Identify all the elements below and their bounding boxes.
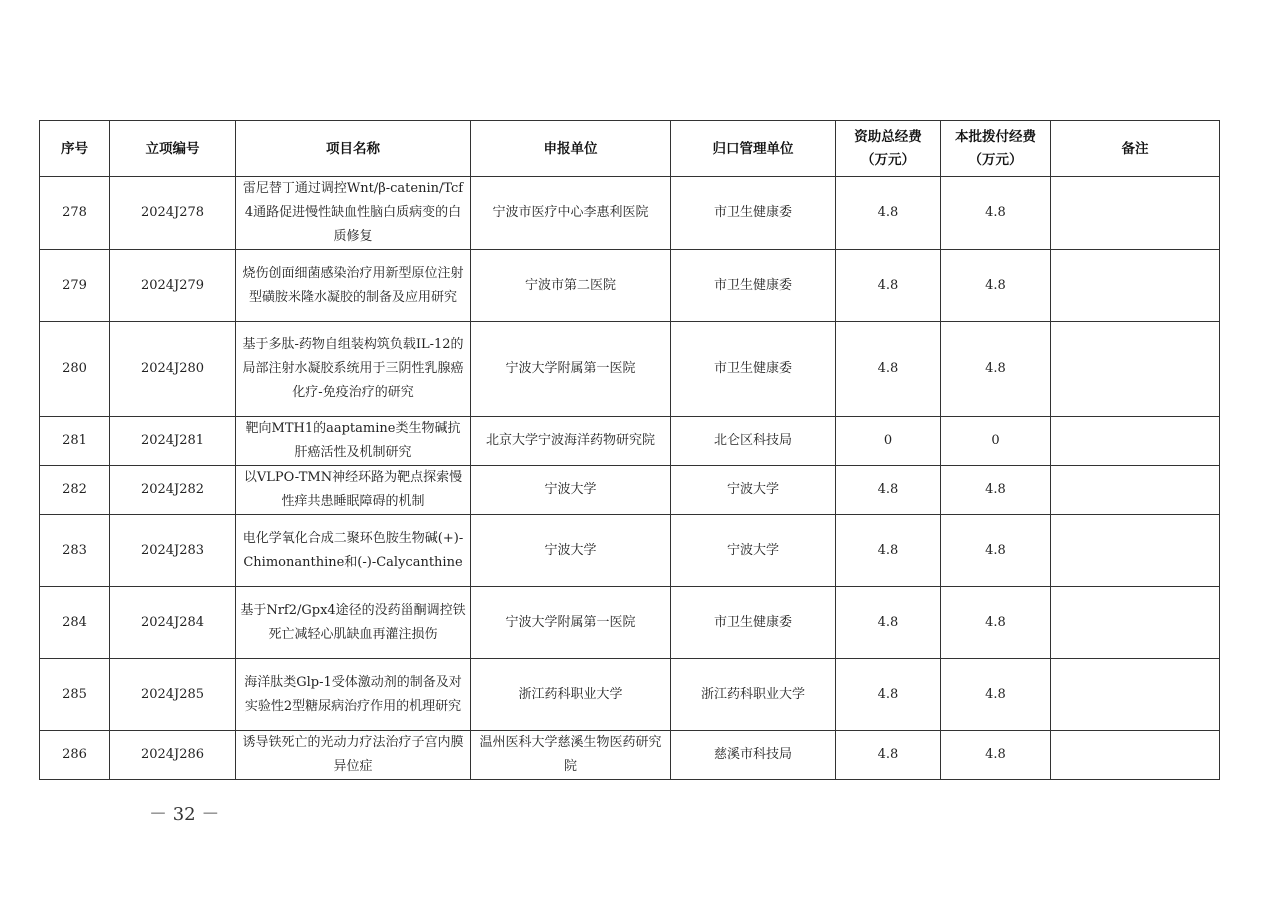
table-row (40, 417, 1220, 466)
header-total-line1: 资助总经费 (854, 128, 922, 145)
cell-name: 靶向MTH1的aaptamine类生物碱抗肝癌活性及机制研究 (236, 417, 471, 466)
header-seq: 序号 (40, 121, 110, 177)
cell-applicant: 宁波市第二医院 (471, 250, 671, 322)
header-code: 立项编号 (110, 121, 236, 177)
cell-remark (1051, 250, 1220, 322)
cell-total: 0 (836, 417, 941, 466)
cell-applicant: 宁波大学 (471, 466, 671, 515)
cell-total: 4.8 (836, 250, 941, 322)
cell-manager: 市卫生健康委 (671, 177, 836, 250)
table-row (40, 466, 1220, 515)
header-batch-funding (941, 121, 1051, 177)
cell-code: 2024J283 (110, 515, 236, 587)
cell-seq: 286 (40, 731, 110, 780)
cell-batch: 4.8 (941, 177, 1051, 250)
cell-batch: 4.8 (941, 515, 1051, 587)
header-manager: 归口管理单位 (671, 121, 836, 177)
cell-code: 2024J281 (110, 417, 236, 466)
cell-code: 2024J284 (110, 587, 236, 659)
cell-code: 2024J286 (110, 731, 236, 780)
cell-total: 4.8 (836, 466, 941, 515)
cell-batch: 4.8 (941, 659, 1051, 731)
cell-code: 2024J280 (110, 322, 236, 417)
cell-total: 4.8 (836, 177, 941, 250)
cell-applicant: 浙江药科职业大学 (471, 659, 671, 731)
cell-manager: 市卫生健康委 (671, 587, 836, 659)
cell-manager: 慈溪市科技局 (671, 731, 836, 780)
cell-name: 电化学氧化合成二聚环色胺生物碱(+)-Chimonanthine和(-)-Calycanthine (236, 515, 471, 587)
header-row (40, 121, 1220, 177)
cell-batch: 4.8 (941, 250, 1051, 322)
cell-seq: 283 (40, 515, 110, 587)
cell-manager: 浙江药科职业大学 (671, 659, 836, 731)
table-row (40, 177, 1220, 250)
cell-manager: 市卫生健康委 (671, 250, 836, 322)
cell-seq: 285 (40, 659, 110, 731)
cell-name: 海洋肽类Glp-1受体激动剂的制备及对实验性2型糖尿病治疗作用的机理研究 (236, 659, 471, 731)
cell-code: 2024J279 (110, 250, 236, 322)
funding-table (39, 120, 1220, 780)
cell-code: 2024J285 (110, 659, 236, 731)
cell-seq: 280 (40, 322, 110, 417)
cell-manager: 宁波大学 (671, 466, 836, 515)
cell-seq: 282 (40, 466, 110, 515)
header-remark: 备注 (1051, 121, 1220, 177)
table-row (40, 322, 1220, 417)
header-total-line2: （万元） (861, 151, 915, 168)
cell-batch: 4.8 (941, 587, 1051, 659)
cell-remark (1051, 177, 1220, 250)
cell-name: 基于Nrf2/Gpx4途径的没药甾酮调控铁死亡减轻心肌缺血再灌注损伤 (236, 587, 471, 659)
header-applicant: 申报单位 (471, 121, 671, 177)
cell-remark (1051, 466, 1220, 515)
cell-total: 4.8 (836, 587, 941, 659)
cell-manager: 宁波大学 (671, 515, 836, 587)
cell-remark (1051, 587, 1220, 659)
cell-applicant: 宁波大学附属第一医院 (471, 322, 671, 417)
cell-name: 雷尼替丁通过调控Wnt/β-catenin/Tcf4通路促进慢性缺血性脑白质病变的白质修复 (236, 177, 471, 250)
page-number: － 32 － (149, 804, 220, 825)
cell-seq: 279 (40, 250, 110, 322)
table-row (40, 250, 1220, 322)
cell-total: 4.8 (836, 322, 941, 417)
cell-total: 4.8 (836, 731, 941, 780)
cell-code: 2024J278 (110, 177, 236, 250)
cell-applicant: 温州医科大学慈溪生物医药研究院 (471, 731, 671, 780)
table-row (40, 659, 1220, 731)
cell-batch: 4.8 (941, 322, 1051, 417)
cell-applicant: 北京大学宁波海洋药物研究院 (471, 417, 671, 466)
header-name: 项目名称 (236, 121, 471, 177)
table-row (40, 587, 1220, 659)
cell-batch: 4.8 (941, 731, 1051, 780)
cell-name: 诱导铁死亡的光动力疗法治疗子宫内膜异位症 (236, 731, 471, 780)
table-row (40, 515, 1220, 587)
cell-applicant: 宁波市医疗中心李惠利医院 (471, 177, 671, 250)
cell-seq: 281 (40, 417, 110, 466)
cell-batch: 4.8 (941, 466, 1051, 515)
cell-name: 以VLPO-TMN神经环路为靶点探索慢性痒共患睡眠障碍的机制 (236, 466, 471, 515)
cell-remark (1051, 659, 1220, 731)
cell-seq: 284 (40, 587, 110, 659)
header-batch-line2: （万元） (968, 151, 1023, 168)
cell-remark (1051, 322, 1220, 417)
table-row (40, 731, 1220, 780)
cell-remark (1051, 731, 1220, 780)
cell-code: 2024J282 (110, 466, 236, 515)
cell-batch: 0 (941, 417, 1051, 466)
cell-seq: 278 (40, 177, 110, 250)
cell-remark (1051, 417, 1220, 466)
cell-applicant: 宁波大学附属第一医院 (471, 587, 671, 659)
header-total-funding (836, 121, 941, 177)
header-batch-line1: 本批拨付经费 (955, 128, 1036, 145)
cell-manager: 北仑区科技局 (671, 417, 836, 466)
cell-remark (1051, 515, 1220, 587)
cell-applicant: 宁波大学 (471, 515, 671, 587)
cell-manager: 市卫生健康委 (671, 322, 836, 417)
cell-name: 基于多肽-药物自组装构筑负载IL-12的局部注射水凝胶系统用于三阴性乳腺癌化疗-免疫治疗的研究 (236, 322, 471, 417)
cell-name: 烧伤创面细菌感染治疗用新型原位注射型磺胺米隆水凝胶的制备及应用研究 (236, 250, 471, 322)
cell-total: 4.8 (836, 515, 941, 587)
cell-total: 4.8 (836, 659, 941, 731)
